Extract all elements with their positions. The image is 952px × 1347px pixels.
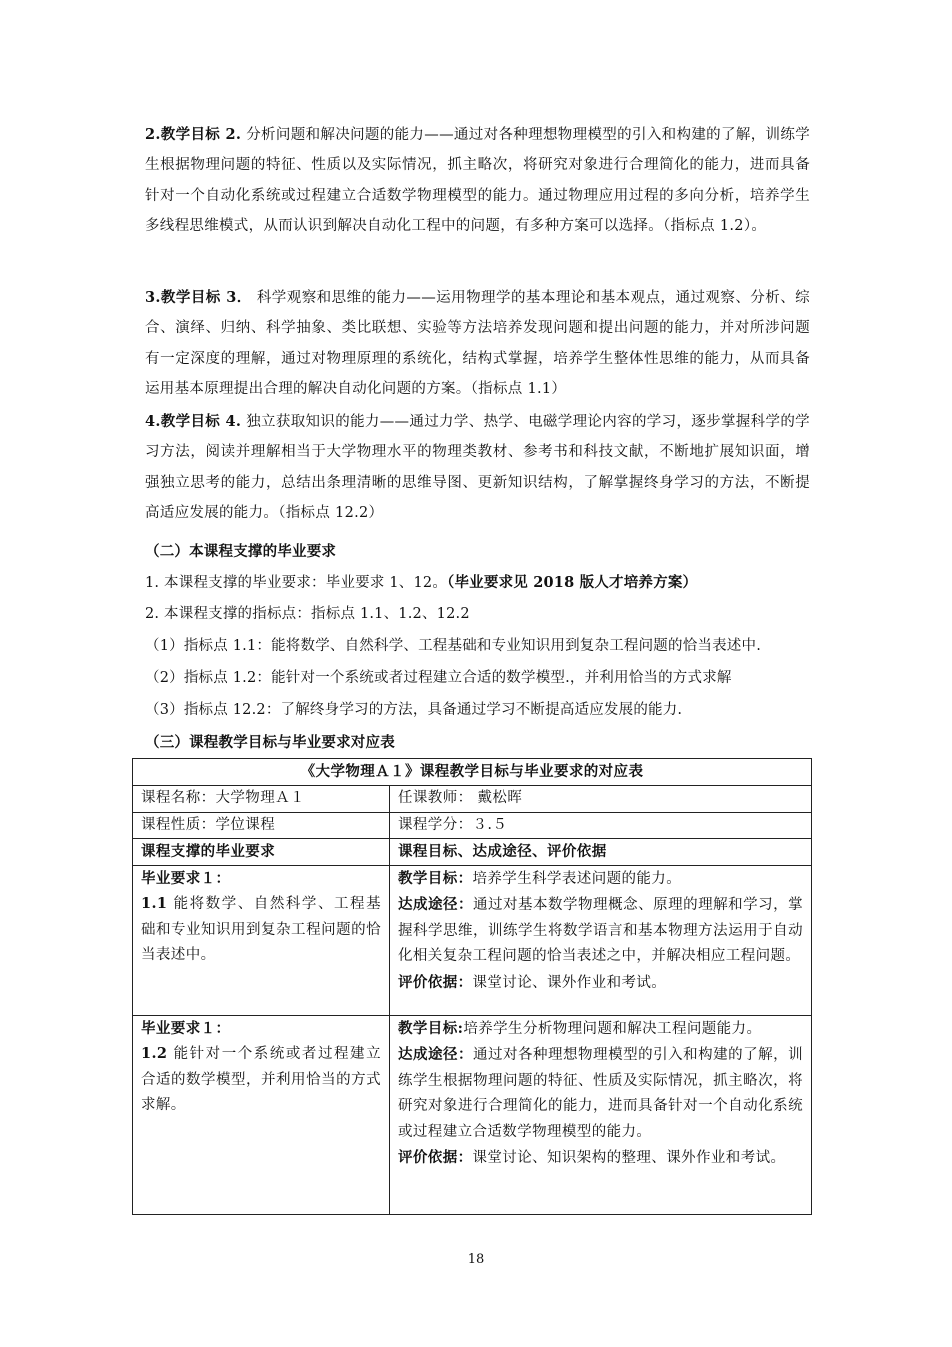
teaching-goal [398, 1016, 803, 1043]
objective-2-label: 2.教学目标 2. [145, 126, 242, 143]
objective-4-body: 通过力学、热学、电磁学理论内容的学习，逐步掌握科学的学习方法，阅读并理解相当于大学物理水平的物理类教材、参考书和科技文献，不断地扩展知识面，增强独立思考的能力，总结出条理清晰的思维导图、更新知识结构，了解掌握终身学习的方法，不断提高适应发展的能力。（指标点 12.2） [145, 414, 810, 522]
page-number: 18 [467, 1252, 485, 1267]
credits-cell: 课程学分：３.５ [390, 812, 812, 839]
section-3-heading: （三）课程教学目标与毕业要求对应表 [145, 734, 395, 751]
objective-cell [390, 1015, 812, 1214]
graduation-requirements-line [145, 573, 815, 593]
objective-3-body: 运用物理学的基本理论和基本观点，通过观察、分析、综合、演绎、归纳、科学抽象、类比联想、实验等方法培养发现问题和提出问题的能力，并对所涉问题有一定深度的理解，通过对物理原理的系统化，结构式掌握，培养学生整体性思维的能力，从而具备运用基本原理提出合理的解决自动化问题的方案。（指标点 1.1） [145, 290, 810, 398]
evaluation-basis [398, 970, 803, 997]
objective-4-paragraph [145, 407, 810, 535]
requirement-number: 1.2 [141, 1045, 168, 1062]
objective-3-title: 科学观察和思维的能力—— [256, 290, 437, 306]
requirement-cell [133, 1015, 390, 1214]
objective-2-title: 分析问题和解决问题的能力—— [246, 127, 454, 143]
objective-3-paragraph [145, 283, 810, 405]
requirement-text: 能针对一个系统或者过程建立合适的数学模型，并利用恰当的方式求解。 [141, 1046, 381, 1113]
indicator-point-12-2: （3）指标点 12.2：了解终身学习的方法，具备通过学习不断提高适应发展的能力. [145, 702, 683, 718]
indicator-point-1-1: （1）指标点 1.1：能将数学、自然科学、工程基础和专业知识用到复杂工程问题的恰当表述中. [145, 638, 761, 654]
mapping-table [132, 758, 812, 1215]
teaching-goal-text: 培养学生分析物理问题和解决工程问题能力。 [463, 1020, 762, 1037]
evaluation-basis [398, 1145, 803, 1172]
section-2-heading: （二）本课程支撑的毕业要求 [145, 543, 337, 560]
indicator-points-line: 2. 本课程支撑的指标点：指标点 1.1、1.2、12.2 [145, 606, 470, 622]
objective-2-paragraph [145, 120, 810, 272]
requirement-number: 1.1 [141, 895, 168, 912]
objective-4-title: 独立获取知识的能力—— [246, 414, 410, 430]
table-row [133, 1015, 812, 1214]
requirement-text: 能将数学、自然科学、工程基础和专业知识用到复杂工程问题的恰当表述中。 [141, 896, 381, 963]
objective-cell [390, 865, 812, 1015]
requirement-desc [141, 1041, 381, 1119]
col2-header: 课程目标、达成途径、评价依据 [390, 839, 812, 866]
evaluation-text: 课堂讨论、课外作业和考试。 [472, 974, 667, 991]
achievement-path-text: 通过对各种理想物理模型的引入和构建的了解，训练学生根据物理问题的特征、性质及实际情况，抓主略次，将研究对象进行合理简化的能力，进而具备针对一个自动化系统或过程建立合适数学物理模型的能力。 [398, 1047, 804, 1140]
table-row [133, 865, 812, 1015]
achievement-path-label: 达成途径： [398, 1046, 474, 1063]
teaching-goal-label: 教学目标： [398, 869, 473, 887]
teaching-goal-text: 培养学生科学表述问题的能力。 [472, 870, 682, 887]
evaluation-label: 评价依据： [398, 1149, 473, 1166]
graduation-requirements-text: 1. 本课程支撑的毕业要求：毕业要求 1、12。 [145, 575, 448, 591]
requirement-cell [133, 865, 390, 1015]
requirement-label: 毕业要求１： [141, 869, 231, 887]
evaluation-label: 评价依据： [398, 973, 473, 991]
evaluation-text: 课堂讨论、知识架构的整理、课外作业和考试。 [472, 1150, 786, 1166]
col1-header: 课程支撑的毕业要求 [133, 839, 390, 866]
teaching-goal [398, 866, 803, 893]
achievement-path [398, 892, 803, 970]
course-nature-cell: 课程性质：学位课程 [133, 812, 390, 839]
achievement-path-text: 通过对基本数学物理概念、原理的理解和学习，掌握科学思维，训练学生将数学语言和基本物理方法运用于自动化相关复杂工程问题的恰当表述之中，并解决相应工程问题。 [398, 897, 804, 964]
requirement-desc [141, 891, 381, 969]
teacher-cell: 任课教师： 戴松晖 [390, 786, 812, 813]
indicator-point-1-2: （2）指标点 1.2：能针对一个系统或者过程建立合适的数学模型.，并利用恰当的方式求解 [145, 670, 732, 686]
objective-4-label: 4.教学目标 4. [145, 413, 242, 430]
table-title: 《大学物理Ａ１》课程教学目标与毕业要求的对应表 [133, 759, 812, 786]
teaching-goal-label: 教学目标: [398, 1019, 464, 1037]
achievement-path-label: 达成途径： [398, 896, 474, 913]
course-name-cell: 课程名称：大学物理Ａ１ [133, 786, 390, 813]
achievement-path [398, 1042, 803, 1145]
graduation-requirements-note: （毕业要求见 2018 版人才培养方案） [447, 574, 698, 591]
objective-3-label: 3.教学目标 3． [145, 289, 252, 306]
requirement-label: 毕业要求１： [141, 1019, 231, 1037]
objective-2-body: 通过对各种理想物理模型的引入和构建的了解，训练学生根据物理问题的特征、性质以及实际情况，抓主略次，将研究对象进行合理简化的能力，进而具备针对一个自动化系统或过程建立合适数学物理模型的能力。通过物理应用过程的多向分析，培养学生多线程思维模式，从而认识到解决自动化工程中的问题，有多种方案可以选择。（指标点 1.2）。 [145, 127, 811, 235]
